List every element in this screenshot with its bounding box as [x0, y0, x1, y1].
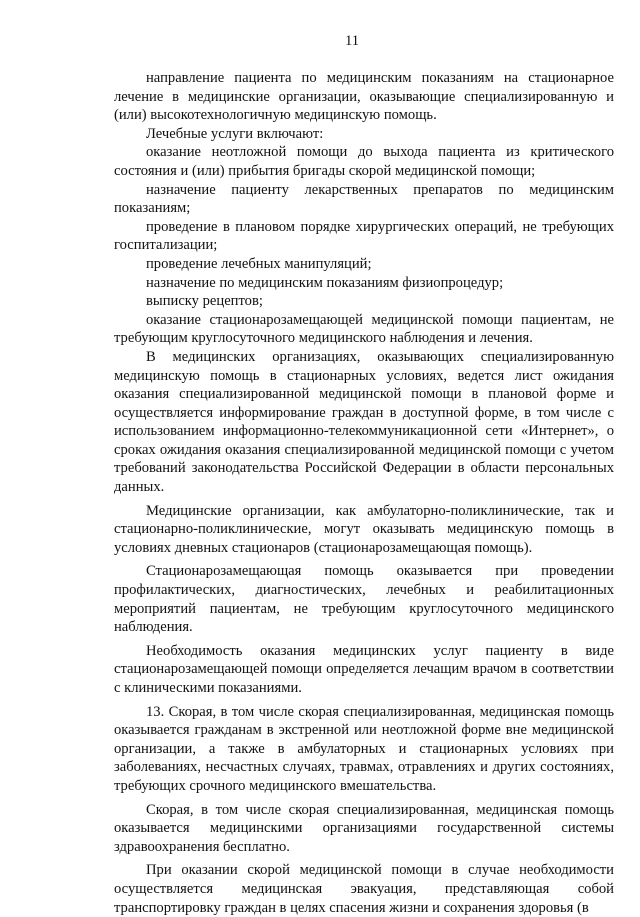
paragraph-necessity: Необходимость оказания медицинских услуг пациенту в виде стационарозамещающей помощи определяется лечащим врачом в соответствии с клиническими показаниями. [114, 642, 614, 696]
paragraph-day-care-conditions: Стационарозамещающая помощь оказывается при проведении профилактических, диагностических, лечебных и реабилитационных мероприятий пациентам, не требующим круглосуточного медицинского наблюдения. [114, 563, 614, 636]
paragraph-treatment-services-intro: Лечебные услуги включают: [146, 125, 324, 142]
page-number: 11 [344, 33, 360, 49]
paragraph-ambulance-free: Скорая, в том числе скорая специализированная, медицинская помощь оказывается медицинскими организациями государственной системы здравоохранения бесплатно. [114, 801, 614, 855]
paragraph-medical-manipulations: проведение лечебных манипуляций; [146, 255, 372, 272]
paragraph-prescription-drugs: назначение пациенту лекарственных препаратов по медицинским показаниям; [114, 181, 614, 217]
paragraph-section-13-ambulance: 13. Скорая, в том числе скорая специализированная, медицинская помощь оказывается гражданам в экстренной или неотложной форме вне медицинской организации, а также в амбулаторных и стационарных условиях при заболеваниях, несчастных случаях, травмах, отравлениях и других состояниях, требующих срочного медицинского вмешательства. [114, 703, 614, 794]
paragraph-prescriptions: выписку рецептов; [146, 293, 263, 310]
paragraph-waiting-list: В медицинских организациях, оказывающих специализированную медицинскую помощь в стационарных условиях, ведется лист ожидания оказания специализированной медицинской помощи в плановой форме и осуществляется информирование граждан в доступной форме, в том числе с использованием информационно-телекоммуникационной сети «Интернет», о сроках ожидания оказания специализированной медицинской помощи с учетом требований законодательства Российской Федерации в области персональных данных. [114, 348, 614, 496]
paragraph-medical-evacuation: При оказании скорой медицинской помощи в случае необходимости осуществляется медицинская эвакуация, представляющая собой транспортировку граждан в целях спасения жизни и сохранения здоровья (в [114, 862, 614, 916]
paragraph-physiotherapy: назначение по медицинским показаниям физиопроцедур; [146, 274, 504, 291]
paragraph-planned-surgery: проведение в плановом порядке хирургических операций, не требующих госпитализации; [114, 218, 614, 254]
paragraph-referral: направление пациента по медицинским показаниям на стационарное лечение в медицинские организации, оказывающие специализированную и (или) высокотехнологичную медицинскую помощь. [114, 70, 614, 124]
paragraph-emergency-aid: оказание неотложной помощи до выхода пациента из критического состояния и (или) прибытия бригады скорой медицинской помощи; [114, 144, 614, 179]
paragraph-day-hospitals: Медицинские организации, как амбулаторно-поликлинические, так и стационарно-поликлинические, могут оказывать медицинскую помощь в условиях дневных стационаров (стационарозамещающая помощь). [114, 502, 614, 556]
paragraph-day-care-aid: оказание стационарозамещающей медицинской помощи пациентам, не требующим круглосуточного медицинского наблюдения и лечения. [114, 311, 614, 347]
